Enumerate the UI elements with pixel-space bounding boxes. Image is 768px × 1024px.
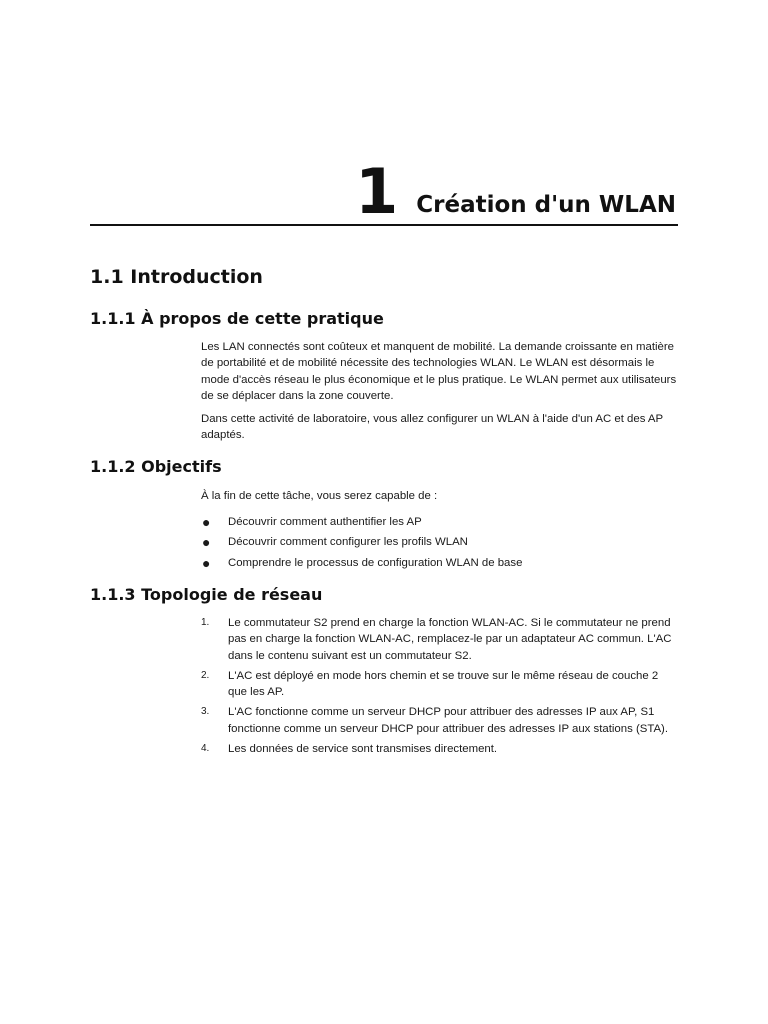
- objectives-heading: 1.1.2 Objectifs: [90, 457, 222, 476]
- list-number: 4.: [201, 743, 210, 755]
- about-paragraph-1: Les LAN connectés sont coûteux et manquent de mobilité. La demande croissante en matière de portabilité et de mobilité nécessite des technologies WLAN. Le WLAN est désormais le mode d'accès réseau le plus économique et le plus pratique. Le WLAN permet aux utilisateurs de se déplacer dans la zone couverte.: [201, 341, 677, 402]
- chapter-number: 1: [355, 155, 399, 228]
- list-item: [201, 741, 679, 757]
- bullet-icon: ●: [202, 514, 211, 530]
- bullet-icon: ●: [202, 534, 211, 551]
- chapter-title: Création d'un WLAN: [416, 192, 676, 218]
- list-item-text: Le commutateur S2 prend en charge la fonction WLAN-AC. Si le commutateur ne prend pas en charge la fonction WLAN-AC, remplacez-le par un adaptateur AC commun. L'AC dans le contenu suivant est un commutateur S2.: [228, 617, 672, 662]
- list-number: 3.: [201, 706, 210, 718]
- chapter-header: [90, 155, 678, 228]
- list-item: [201, 704, 679, 737]
- list-item: [201, 615, 679, 664]
- topology-heading: 1.1.3 Topologie de réseau: [90, 585, 323, 604]
- bullet-icon: ●: [202, 554, 211, 571]
- list-item: [201, 555, 679, 571]
- about-heading: 1.1.1 À propos de cette pratique: [90, 309, 384, 328]
- list-item: [201, 534, 679, 550]
- topology-list: [201, 615, 679, 761]
- section-heading: 1.1 Introduction: [90, 266, 263, 288]
- list-number: 2.: [201, 669, 210, 681]
- list-item-text: Comprendre le processus de configuration WLAN de base: [228, 556, 523, 569]
- list-item-text: Les données de service sont transmises directement.: [228, 743, 498, 756]
- list-item-text: L'AC fonctionne comme un serveur DHCP pour attribuer des adresses IP aux AP, S1 fonctionne comme un serveur DHCP pour attribuer des adresses IP aux stations (STA).: [228, 706, 669, 735]
- about-paragraph-2: Dans cette activité de laboratoire, vous allez configurer un WLAN à l'aide d'un AC et des AP adaptés.: [201, 413, 663, 442]
- list-item-text: Découvrir comment configurer les profils WLAN: [228, 536, 468, 549]
- list-item: [201, 514, 679, 530]
- list-item: [201, 668, 679, 701]
- list-item-text: Découvrir comment authentifier les AP: [228, 516, 422, 528]
- objectives-intro: À la fin de cette tâche, vous serez capable de :: [201, 490, 438, 502]
- list-item-text: L'AC est déployé en mode hors chemin et se trouve sur le même réseau de couche 2 que les AP.: [228, 669, 659, 699]
- list-number: 1.: [201, 617, 210, 628]
- objectives-list: [201, 514, 679, 575]
